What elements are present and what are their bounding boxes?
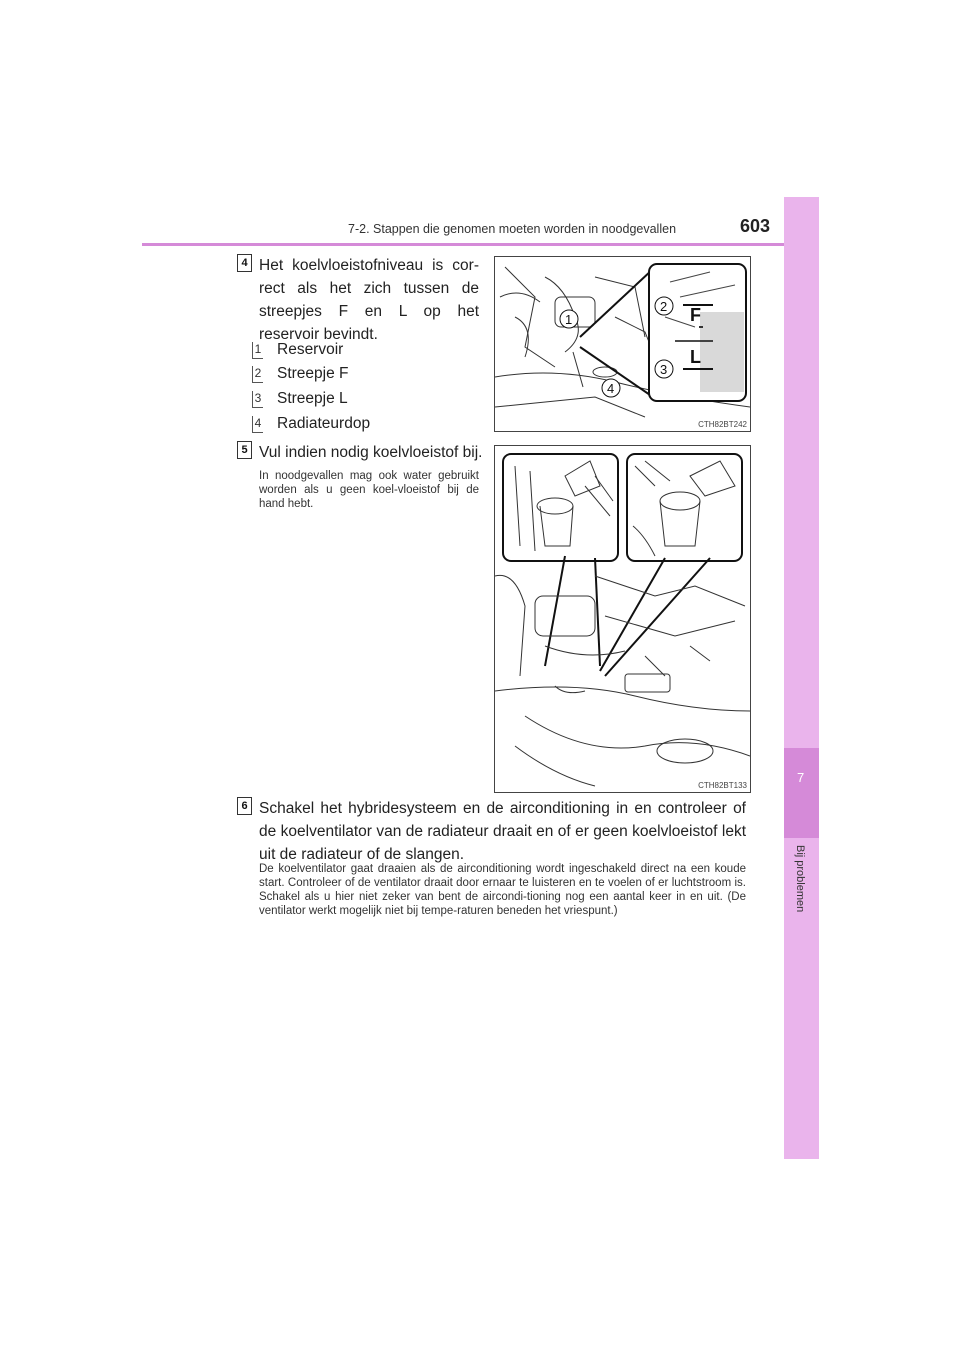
- step-6-badge: 6: [237, 797, 252, 815]
- chapter-tab-marker: [784, 748, 819, 838]
- step-5-badge: 5: [237, 441, 252, 459]
- refill-illustration: [495, 446, 750, 792]
- legend-item: [252, 365, 349, 383]
- legend-label: Streepje F: [277, 365, 349, 382]
- coolant-reservoir-figure: [494, 256, 751, 432]
- legend-number: 2: [252, 366, 263, 383]
- legend-label: Streepje L: [277, 390, 348, 407]
- step-5-text: Vul indien nodig koelvloeistof bij.: [259, 444, 483, 461]
- step-5-note: In noodgevallen mag ook water gebruikt worden als u geen koel-vloeistof bij de hand hebt.: [259, 470, 479, 510]
- legend-item: [252, 415, 370, 433]
- mark-f-label: F: [690, 305, 701, 325]
- step-4-badge: 4: [237, 254, 252, 272]
- legend-label: Reservoir: [277, 341, 344, 358]
- chapter-number: 7: [797, 770, 805, 785]
- legend-item: [252, 390, 348, 408]
- refill-coolant-figure: [494, 445, 751, 793]
- step-4-text: Het koelvloeistofniveau is cor-rect als het zich tussen de streepjes F en L op het reservoir bevindt.: [259, 257, 479, 343]
- callout-2: 2: [660, 299, 668, 314]
- legend-number: 4: [252, 416, 263, 433]
- step-6-note: De koelventilator gaat draaien als de airconditioning wordt ingeschakeld direct na een koude start. Controleer of de ventilator draait door ernaar te luisteren en te voelen of er luchtstroom is. Schakel als u hier niet zeker van bent de aircondi-tioning nog een aantal keer in en uit. (De ventilator werkt mogelijk niet bij tempe-raturen beneden het vriespunt.): [259, 863, 746, 917]
- legend-label: Radiateurdop: [277, 415, 371, 432]
- engine-bay-illustration: [495, 257, 750, 431]
- figure-caption: CTH82BT133: [698, 781, 747, 790]
- callout-3: 3: [660, 362, 668, 377]
- page-number: 603: [740, 216, 771, 236]
- legend-number: 3: [252, 391, 263, 408]
- chapter-label: Bij problemen: [794, 845, 806, 913]
- header-divider: [142, 243, 819, 246]
- mark-l-label: L: [690, 347, 701, 367]
- step-6-text: Schakel het hybridesysteem en de airconditioning in en controleer of de koelventilator van de radiateur draait en of er geen koelvloeistof lekt uit de radiateur of de slangen.: [259, 800, 746, 863]
- callout-1: 1: [565, 312, 573, 327]
- legend-item: [252, 341, 343, 359]
- callout-4: 4: [607, 381, 615, 396]
- section-title: 7-2. Stappen die genomen moeten worden in noodgevallen: [348, 222, 677, 236]
- legend-number: 1: [252, 342, 263, 359]
- figure-caption: CTH82BT242: [698, 420, 747, 429]
- chapter-tab: [784, 197, 819, 1159]
